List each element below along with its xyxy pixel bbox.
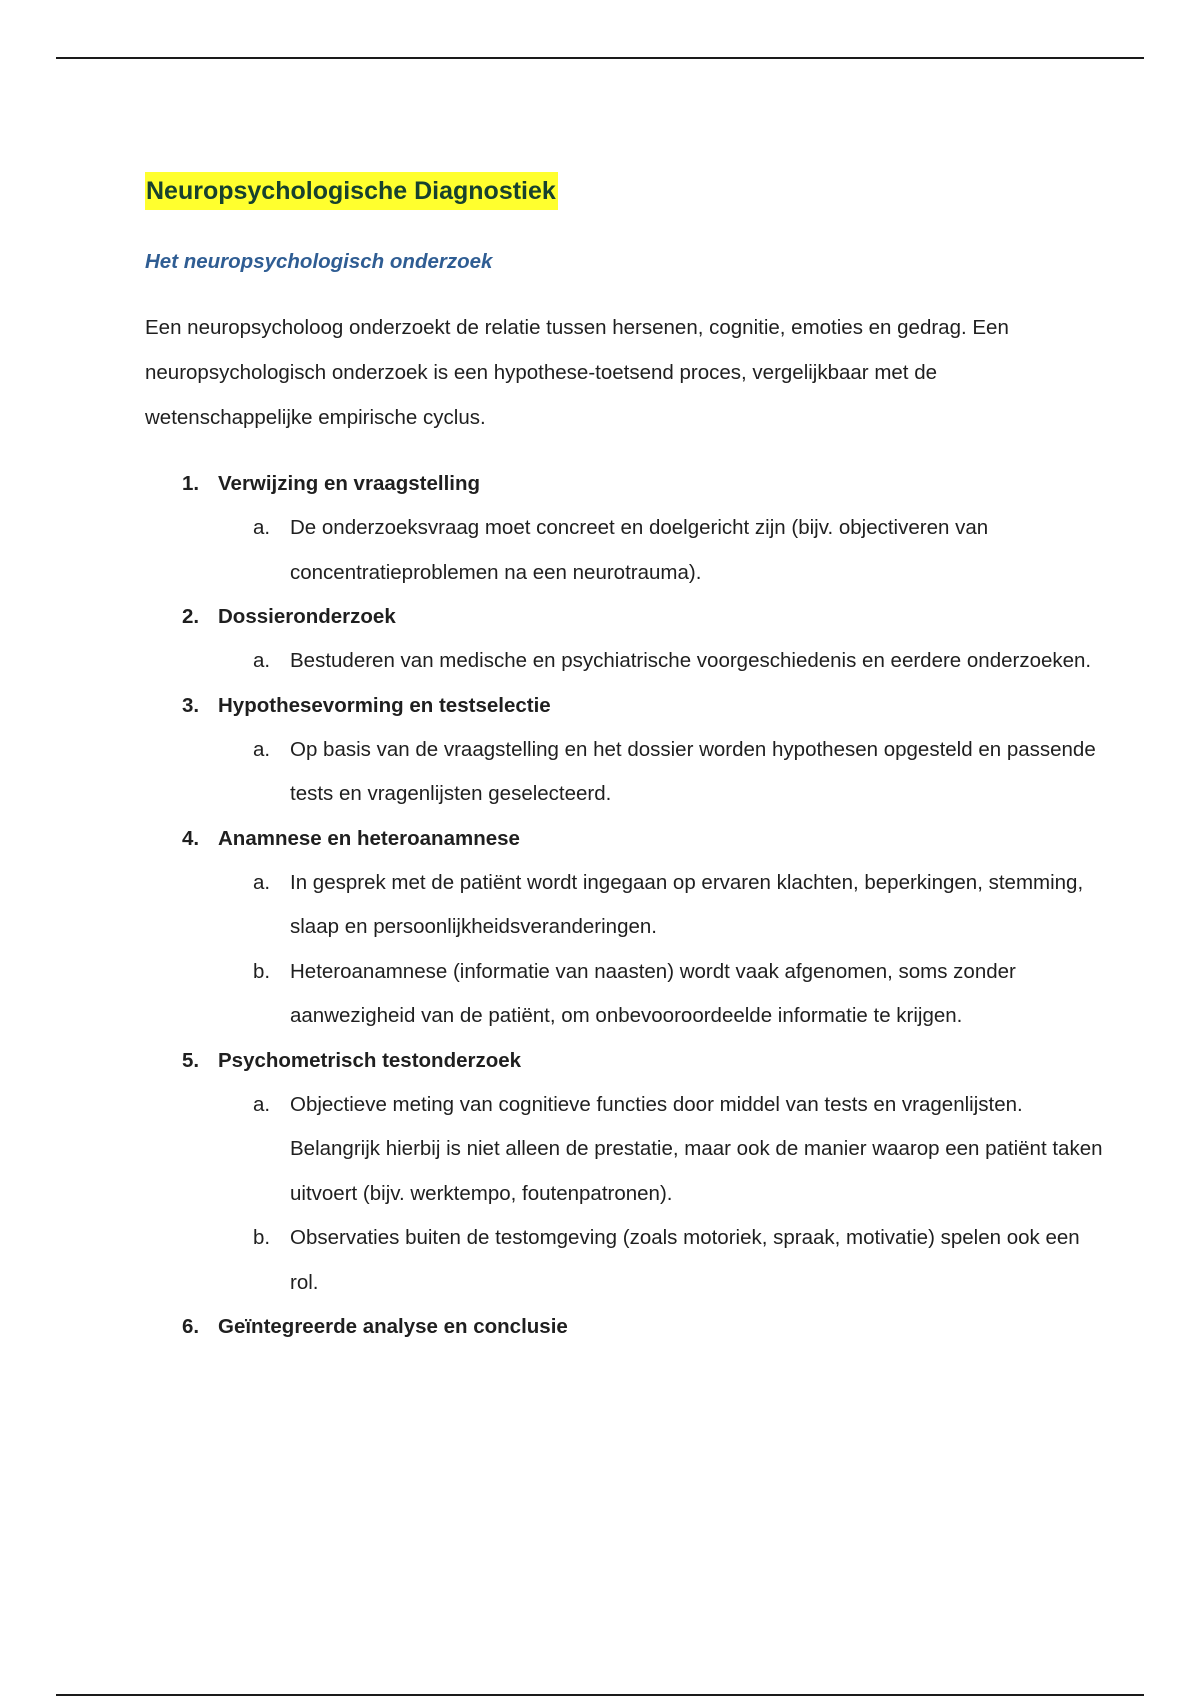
sub-text: Heteroanamnese (informatie van naasten) wordt vaak afgenomen, soms zonder aanwezigheid van de patiënt, om onbevooroordeelde informatie te krijgen. — [290, 959, 1016, 1027]
sub-text: Observaties buiten de testomgeving (zoals motoriek, spraak, motivatie) spelen ook een rol. — [290, 1226, 1080, 1294]
step-title: Geïntegreerde analyse en conclusie — [218, 1315, 568, 1338]
step-title: Anamnese en heteroanamnese — [218, 826, 520, 850]
step-item — [145, 684, 1105, 817]
sub-letter: a. — [253, 1092, 271, 1116]
sub-list — [145, 639, 1105, 684]
sub-list — [145, 506, 1105, 595]
step-title: Verwijzing en vraagstelling — [218, 472, 481, 495]
step-heading — [145, 684, 1105, 728]
section-subtitle: Het neuropsychologisch onderzoek — [145, 250, 493, 273]
sub-item — [145, 1083, 1105, 1217]
sub-text: Objectieve meting van cognitieve functies door middel van tests en vragenlijsten. Belangrijk hierbij is niet alleen de prestatie, maar ook de manier waarop een patiënt taken uitvoert (bijv. werktempo, foutenpatronen). — [290, 1092, 1103, 1205]
sub-letter: b. — [253, 959, 271, 983]
step-item — [145, 1039, 1105, 1306]
sub-text: In gesprek met de patiënt wordt ingegaan op ervaren klachten, beperkingen, stemming, slaap en persoonlijkheidsveranderingen. — [290, 870, 1084, 938]
step-item — [145, 817, 1105, 1039]
step-number: 4. — [182, 826, 200, 850]
sub-list — [145, 728, 1105, 817]
sub-item — [145, 639, 1105, 684]
intro-paragraph: Een neuropsycholoog onderzoekt de relatie tussen hersenen, cognitie, emoties en gedrag. Een neuropsychologisch onderzoek is een hypothese-toetsend proces, vergelijkbaar met de wetenschappelijke empirische cyclus. — [145, 316, 1009, 429]
step-title: Dossieronderzoek — [218, 605, 396, 628]
sub-text: De onderzoeksvraag moet concreet en doelgericht zijn (bijv. objectiveren van concentratieproblemen na een neurotrauma). — [290, 516, 989, 584]
step-heading — [145, 462, 1105, 506]
sub-letter: a. — [253, 870, 271, 894]
sub-item — [145, 950, 1105, 1039]
sub-text: Op basis van de vraagstelling en het dossier worden hypothesen opgesteld en passende tests en vragenlijsten geselecteerd. — [290, 737, 1096, 805]
sub-item — [145, 1216, 1105, 1305]
sub-item — [145, 506, 1105, 595]
step-number: 6. — [182, 1315, 200, 1338]
sub-item — [145, 728, 1105, 817]
sub-text: Bestuderen van medische en psychiatrische voorgeschiedenis en eerdere onderzoeken. — [290, 649, 1092, 672]
sub-list — [145, 1083, 1105, 1306]
step-title: Hypothesevorming en testselectie — [218, 693, 551, 717]
bottom-divider — [56, 1694, 1144, 1696]
step-title: Psychometrisch testonderzoek — [218, 1048, 522, 1072]
step-number: 1. — [182, 472, 200, 495]
step-heading — [145, 595, 1105, 639]
sub-item — [145, 861, 1105, 950]
sub-letter: a. — [253, 516, 271, 539]
step-item — [145, 462, 1105, 595]
step-item — [145, 595, 1105, 684]
step-number: 5. — [182, 1048, 200, 1072]
top-divider — [56, 57, 1144, 59]
document-title: Neuropsychologische Diagnostiek — [145, 172, 558, 210]
steps-list — [145, 462, 1105, 1349]
step-heading — [145, 1305, 1105, 1349]
step-item — [145, 1305, 1105, 1349]
step-heading — [145, 817, 1105, 861]
sub-letter: a. — [253, 737, 271, 761]
sub-list — [145, 861, 1105, 1039]
sub-letter: b. — [253, 1226, 271, 1249]
step-number: 2. — [182, 605, 200, 628]
sub-letter: a. — [253, 649, 271, 672]
step-heading — [145, 1039, 1105, 1083]
step-number: 3. — [182, 693, 200, 717]
